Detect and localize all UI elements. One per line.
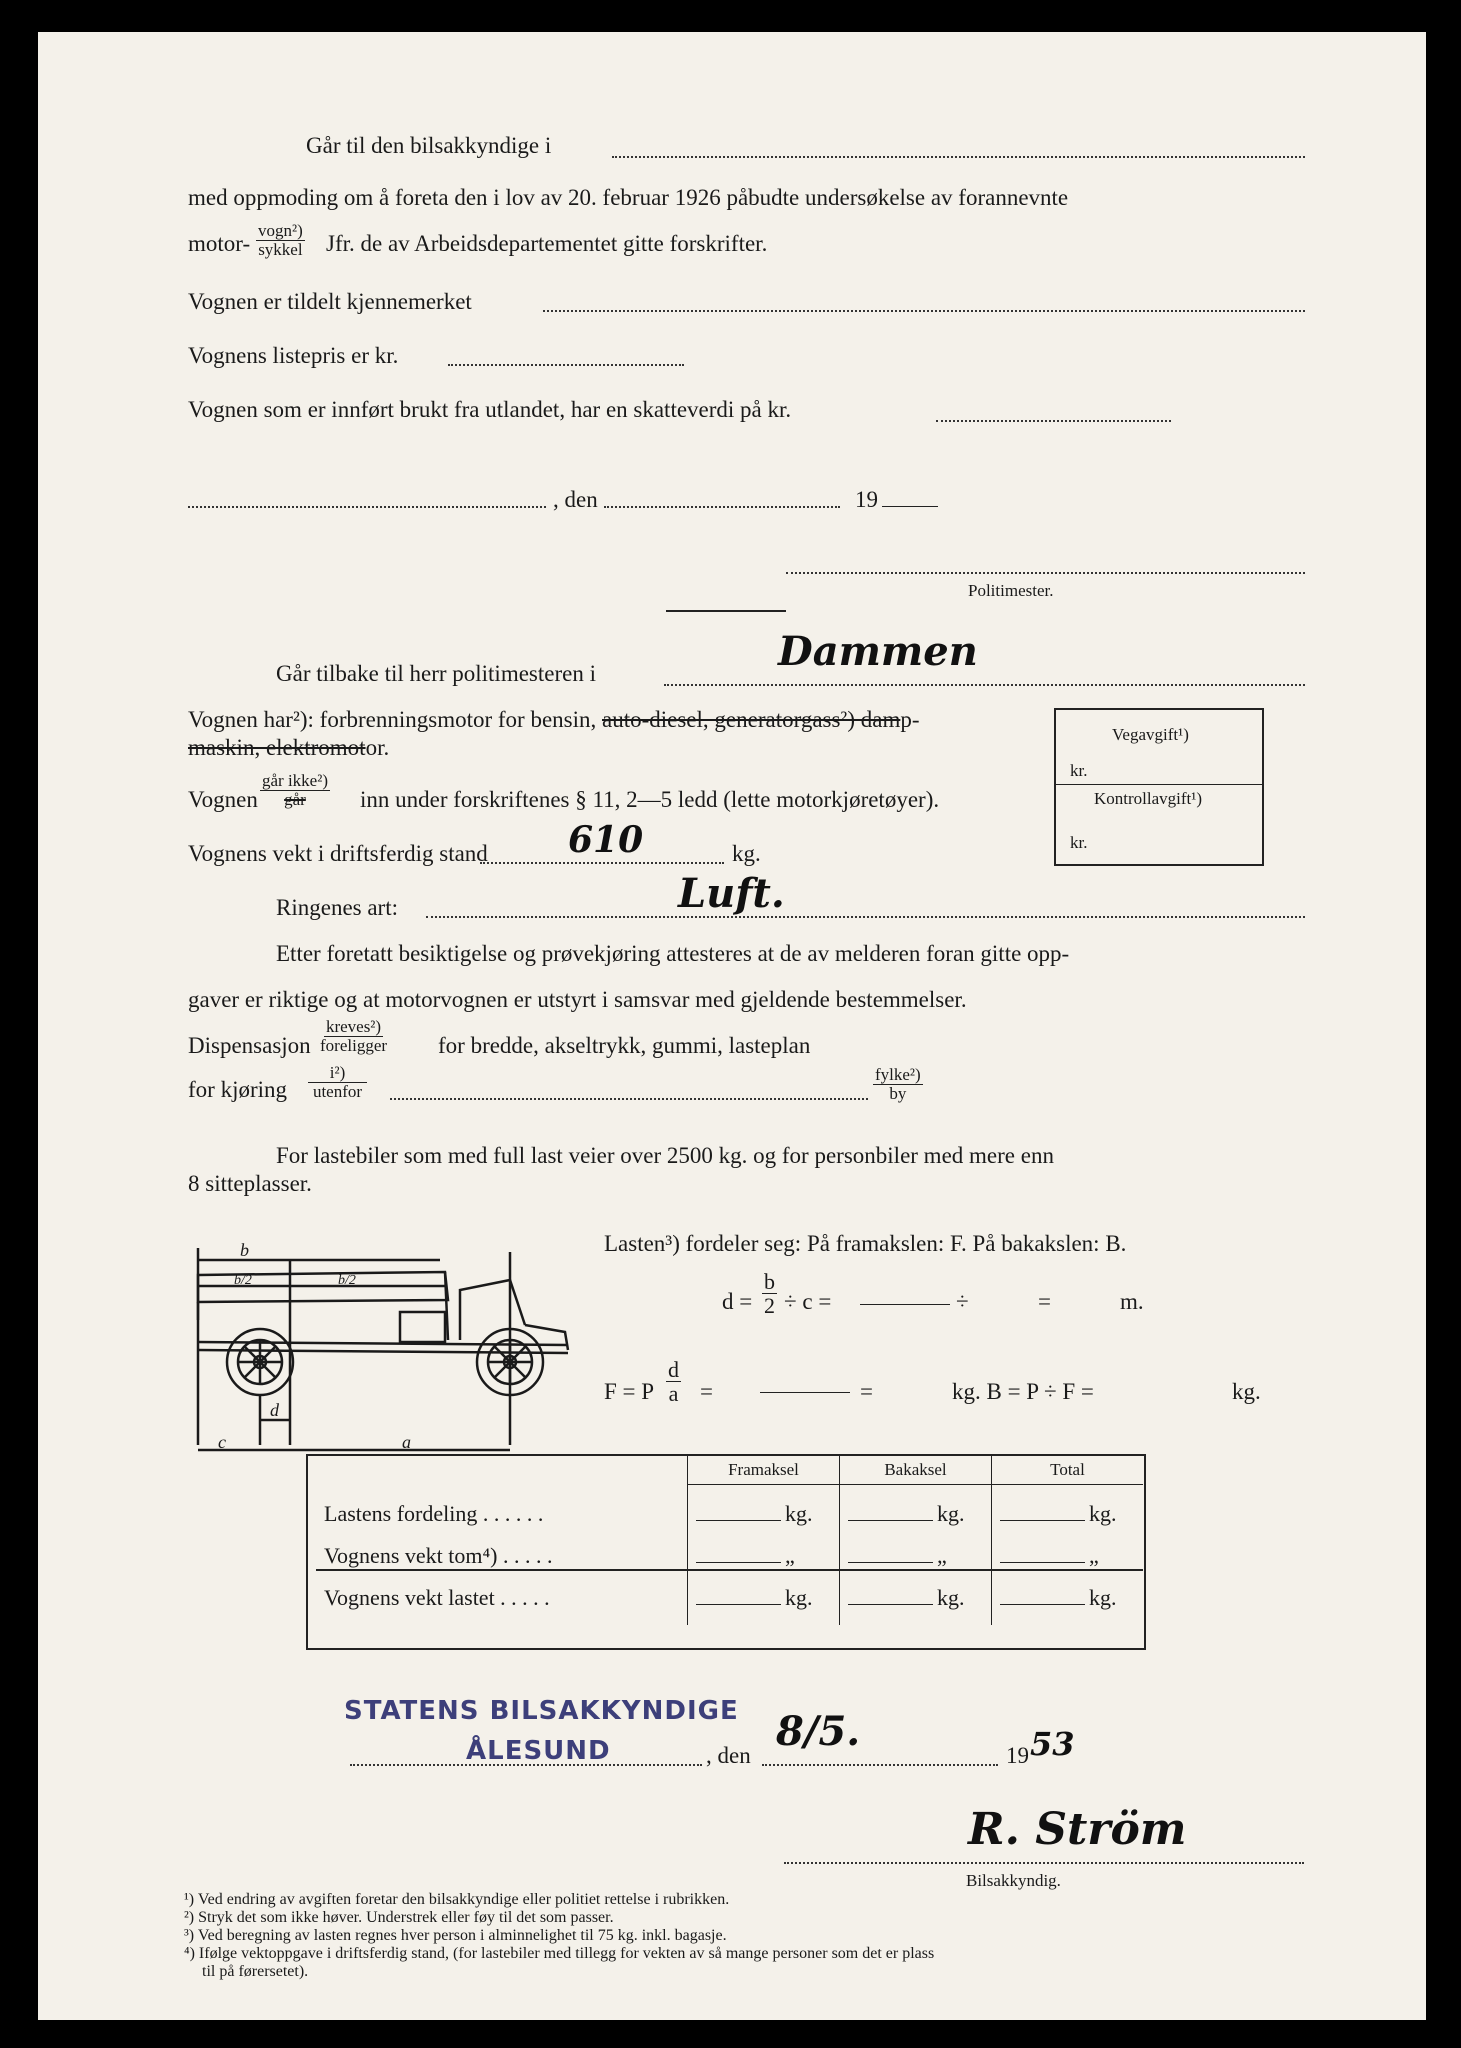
diagram-label-b: b xyxy=(240,1240,249,1260)
header-line2: med oppmoding om å foreta den i lov av 20. februar 1926 påbudte undersøkelse av forannevnte xyxy=(188,185,1069,210)
attest-line2: gaver er riktige og at motorvognen er utstyrt i samsvar med gjeldende bestemmelser. xyxy=(188,987,967,1012)
fill-line-vekt xyxy=(480,862,724,864)
attest-line1: Etter foretatt besiktigelse og prøvekjøring attesteres at de av melderen foran gitte opp- xyxy=(276,941,1070,966)
truck-diagram xyxy=(190,1220,590,1460)
return-line: Går tilbake til herr politimesteren i xyxy=(276,661,596,686)
signature-line-bilsakkyndig xyxy=(784,1862,1304,1864)
kjennemerke-label: Vognen er tildelt kjennemerket xyxy=(188,289,472,314)
diagram-label-b2b: b/2 xyxy=(338,1273,356,1288)
fill-line-kjennemerke xyxy=(543,310,1305,312)
handwritten-vekt: 610 xyxy=(568,819,644,861)
truck-intro1: For lastebiler som med full last veier over 2500 kg. og for personbiler med mere enn xyxy=(276,1143,1054,1168)
fill-line-sig-date xyxy=(762,1764,998,1766)
fill-line-listepris xyxy=(448,364,684,366)
distribution-table xyxy=(316,1456,1143,1625)
formula-eq: = xyxy=(1038,1289,1051,1314)
motor-line-b: maskin, elektromotor. xyxy=(188,735,390,760)
handwritten-place: Dammen xyxy=(778,628,978,675)
cell-unit: „ xyxy=(1089,1543,1099,1568)
fill-line-place xyxy=(188,506,546,508)
signature-line-politimester xyxy=(786,572,1305,574)
cell-unit: kg. xyxy=(1089,1501,1117,1526)
motor-line-a: Vognen har²): forbrenningsmotor for bensin, auto-diesel, generatorgass²) damp- xyxy=(188,707,920,732)
kontrollavgift-kr: kr. xyxy=(1070,833,1088,852)
sig-den-label: , den xyxy=(706,1743,751,1768)
header-line1: Går til den bilsakkyndige i xyxy=(306,133,552,158)
header-line3-rest: Jfr. de av Arbeidsdepartementet gitte forskrifter. xyxy=(326,231,768,256)
truck-intro2: 8 sitteplasser. xyxy=(188,1171,312,1196)
vegavgift-label: Vegavgift¹) xyxy=(1112,725,1189,744)
formula-eq2: = xyxy=(700,1379,713,1404)
listepris-label: Vognens listepris er kr. xyxy=(188,343,399,368)
formula-kg-b: kg. B = P ÷ F = xyxy=(952,1379,1094,1404)
footnote-3: ³) Ved beregning av lasten regnes hver person i alminnelighet til 75 kg. inkl. bagasje. xyxy=(184,1927,727,1944)
gaar-prefix: Vognen xyxy=(188,787,258,812)
handwritten-date: 8/5. xyxy=(776,1708,861,1755)
footnote-1: ¹) Ved endring av avgiften foretar den bilsakkyndige eller politiet rettelse i rubrikken. xyxy=(184,1891,730,1908)
document-page xyxy=(38,32,1426,2020)
diagram-label-d: d xyxy=(270,1400,279,1420)
vegavgift-kr: kr. xyxy=(1070,761,1088,780)
fraction-d-over-a: $\frac{d}{a}$ xyxy=(668,1357,679,1407)
fill-line-politimester-place xyxy=(664,684,1305,686)
kontrollavgift-label: Kontrollavgift¹) xyxy=(1094,789,1203,808)
formula-blank-1 xyxy=(860,1304,950,1305)
formula-d-eq: d = xyxy=(722,1289,753,1314)
table-row xyxy=(316,1570,1143,1625)
diagram-label-c: c xyxy=(218,1432,226,1452)
formula-f-eq: F = P xyxy=(604,1379,655,1404)
year-prefix: 19 xyxy=(855,487,878,512)
formula-eq3: = xyxy=(860,1379,873,1404)
table-row xyxy=(316,1527,1143,1570)
cell-unit: kg. xyxy=(785,1585,813,1610)
fraction-disp: kreves²) foreligger xyxy=(320,1017,388,1055)
footnote-2: ²) Stryk det som ikke høver. Understrek eller føy til det som passer. xyxy=(184,1909,614,1926)
handwritten-year: 53 xyxy=(1030,1725,1075,1763)
fraction-kjor: i²) utenfor xyxy=(308,1064,367,1101)
fill-line-skatteverdi xyxy=(936,420,1171,422)
formula-minus-c: ÷ c = xyxy=(784,1289,832,1314)
ringer-label: Ringenes art: xyxy=(276,895,398,920)
row-label-vekt-lastet: Vognens vekt lastet . . . . . xyxy=(316,1570,688,1625)
fee-box xyxy=(1054,708,1264,866)
formula-kg-end: kg. xyxy=(1232,1379,1261,1404)
fill-line-date xyxy=(604,506,840,508)
gaar-rest: inn under forskriftenes § 11, 2—5 ledd (lette motorkjøretøyer). xyxy=(360,787,940,812)
row-label-lastens-fordeling: Lastens fordeling . . . . . . xyxy=(324,1501,544,1526)
vekt-unit: kg. xyxy=(732,841,761,866)
fill-line-kjor xyxy=(390,1098,868,1100)
vekt-label: Vognens vekt i driftsferdig stand xyxy=(188,841,488,866)
table-header-framaksel: Framaksel xyxy=(688,1456,840,1485)
utland-label: Vognen som er innført brukt fra utlandet, har en skatteverdi på kr. xyxy=(188,397,792,422)
cell-unit: kg. xyxy=(937,1501,965,1526)
fee-box-divider xyxy=(1056,784,1262,785)
cell-unit: kg. xyxy=(1089,1585,1117,1610)
diagram-label-b2a: b/2 xyxy=(234,1273,252,1288)
fraction-b-over-2: $\frac{b}{2}$ xyxy=(764,1269,775,1319)
handwritten-ringer: Luft. xyxy=(678,870,785,917)
cell-unit: kg. xyxy=(785,1501,813,1526)
lasten-line: Lasten³) fordeler seg: På framakslen: F. På bakakslen: B. xyxy=(604,1231,1127,1256)
kjor-label: for kjøring xyxy=(188,1077,288,1102)
den-label: , den xyxy=(553,487,598,512)
footnote-4-cont: til på førersetet). xyxy=(202,1963,309,1980)
fill-line-bilsakkyndige xyxy=(612,156,1305,158)
table-row xyxy=(316,1485,1143,1528)
cell-unit: kg. xyxy=(937,1585,965,1610)
fraction-gaar: går ikke²) går xyxy=(262,771,328,809)
fill-line-year xyxy=(882,506,938,507)
table-header-bakaksel: Bakaksel xyxy=(840,1456,992,1485)
fraction-vogn-sykkel: vogn²) sykkel xyxy=(258,221,303,259)
formula-div: ÷ xyxy=(956,1289,969,1314)
fraction-fylke: fylke²) by xyxy=(875,1065,921,1103)
table-header-total: Total xyxy=(992,1456,1144,1485)
politimester-label: Politimester. xyxy=(968,581,1054,600)
row-label-vekt-tom: Vognens vekt tom⁴) . . . . . xyxy=(324,1543,553,1568)
section-divider xyxy=(666,610,786,612)
fill-line-stamp-place xyxy=(350,1764,702,1766)
footnote-4: ⁴) Ifølge vektoppgave i driftsferdig stand, (for lastebiler med tillegg for vekten av så mange personer som det er plass xyxy=(184,1945,935,1962)
header-line3-prefix: motor- xyxy=(188,231,251,256)
sig-year-prefix: 19 xyxy=(1006,1743,1029,1768)
disp-rest: for bredde, akseltrykk, gummi, lasteplan xyxy=(438,1033,811,1058)
disp-label: Dispensasjon xyxy=(188,1033,311,1058)
handwritten-signature: R. Ström xyxy=(968,1804,1187,1855)
stamp-line2: ÅLESUND xyxy=(466,1736,611,1766)
cell-unit: „ xyxy=(937,1543,947,1568)
cell-unit: „ xyxy=(785,1543,795,1568)
fill-line-ringer xyxy=(426,916,1305,918)
formula-blank-2 xyxy=(760,1392,850,1393)
diagram-label-a: a xyxy=(402,1432,411,1452)
formula-m: m. xyxy=(1120,1289,1144,1314)
bilsakkyndig-label: Bilsakkyndig. xyxy=(966,1871,1061,1890)
stamp-line1: STATENS BILSAKKYNDIGE xyxy=(344,1696,739,1726)
